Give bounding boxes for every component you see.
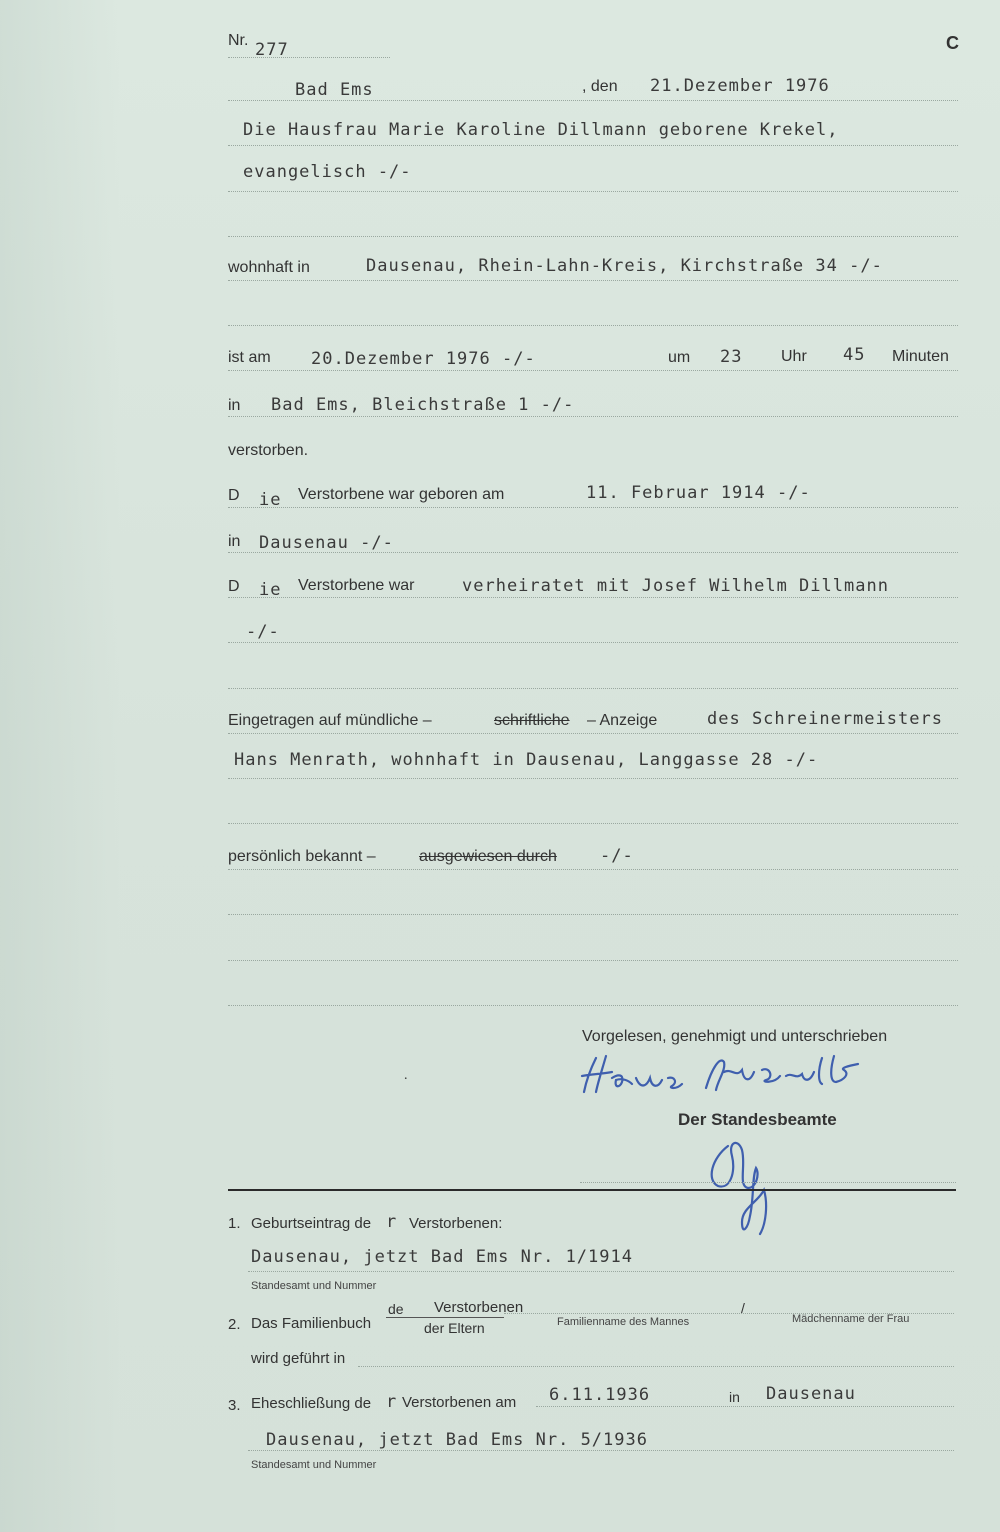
note1-value: Dausenau, jetzt Bad Ems Nr. 1/1914 — [251, 1247, 633, 1267]
nr-value: 277 — [255, 40, 289, 60]
note3-date: 6.11.1936 — [549, 1385, 651, 1405]
note3-num: 3. — [228, 1397, 241, 1414]
line-birth — [228, 507, 958, 508]
note2-over: Verstorbenen — [434, 1299, 524, 1316]
line-blank2 — [228, 325, 958, 326]
known-value: -/- — [600, 846, 634, 866]
line-person2 — [228, 191, 958, 192]
marriage-label: Verstorbene war — [298, 577, 415, 594]
birth-label: Verstorbene war geboren am — [298, 486, 505, 503]
line-marriage2 — [228, 642, 958, 643]
line-death — [228, 370, 958, 371]
note2-under: der Eltern — [424, 1320, 485, 1336]
line-informant — [228, 778, 958, 779]
marriage-cont: -/- — [246, 622, 280, 642]
death-place: Bad Ems, Bleichstraße 1 -/- — [271, 395, 575, 415]
birth-place: Dausenau -/- — [259, 533, 394, 553]
nr-label: Nr. — [228, 32, 249, 49]
line-blank4 — [228, 823, 958, 824]
place-value: Bad Ems — [295, 80, 374, 100]
line-signature — [580, 1182, 956, 1183]
note1-label2: Verstorbenen: — [409, 1215, 503, 1232]
note2-num: 2. — [228, 1316, 241, 1333]
note1-num: 1. — [228, 1215, 241, 1232]
line-note1 — [248, 1271, 954, 1272]
note2-de: de — [388, 1301, 404, 1317]
note3-in: in — [729, 1389, 740, 1405]
note3-r: r — [386, 1392, 398, 1412]
registrar-label: Der Standesbeamte — [678, 1110, 837, 1129]
date-value: 21.Dezember 1976 — [650, 76, 830, 96]
line-person1 — [228, 145, 958, 146]
paper-shadow — [0, 0, 120, 1532]
person-line2: evangelisch -/- — [243, 162, 412, 182]
line-marriage — [228, 597, 958, 598]
line-date — [228, 100, 958, 101]
birth-d-letter: D — [228, 487, 240, 504]
line-blank5 — [228, 914, 958, 915]
note2-label: Das Familienbuch — [251, 1315, 372, 1332]
note1-label: Geburtseintrag de — [251, 1215, 372, 1232]
note2-caption-woman: Mädchenname der Frau — [792, 1313, 910, 1325]
note1-caption: Standesamt und Nummer — [251, 1280, 377, 1292]
marriage-d-letter: D — [228, 578, 240, 595]
birth-date: 11. Februar 1914 -/- — [586, 483, 811, 503]
informant-line1: des Schreinermeisters — [707, 709, 943, 729]
birth-ie-suffix: ie — [259, 490, 282, 510]
known-struck: ausgewiesen durch — [419, 848, 557, 865]
dot-mark: . — [404, 1068, 408, 1083]
known-label: persönlich bekannt – — [228, 848, 376, 865]
note3-label2: Verstorbenen am — [402, 1394, 517, 1411]
um-label: um — [668, 349, 691, 366]
line-blank1 — [228, 236, 958, 237]
line-birth-place — [228, 552, 958, 553]
minuten-label: Minuten — [892, 348, 949, 365]
corner-letter: C — [946, 33, 959, 53]
section-divider — [228, 1189, 956, 1191]
line-note3b — [248, 1450, 954, 1451]
line-note3 — [536, 1406, 954, 1407]
report-label-struck: schriftliche — [494, 712, 570, 729]
report-label-prefix: Eingetragen auf mündliche – — [228, 712, 432, 729]
line-note2b — [358, 1366, 954, 1367]
nr-line — [228, 57, 390, 58]
note3-label: Eheschließung de — [251, 1395, 372, 1412]
note2-label2: wird geführt in — [251, 1350, 346, 1367]
uhr-label: Uhr — [781, 348, 807, 365]
ist-am-label: ist am — [228, 349, 271, 366]
informant-line2: Hans Menrath, wohnhaft in Dausenau, Langgasse 28 -/- — [234, 750, 819, 770]
marriage-status: verheiratet mit Josef Wilhelm Dillmann — [462, 576, 889, 596]
den-label: , den — [582, 78, 618, 95]
line-blank6 — [228, 960, 958, 961]
death-minutes: 45 — [843, 345, 866, 365]
line-death-place — [228, 416, 958, 417]
line-residence — [228, 280, 958, 281]
note3-value: Dausenau, jetzt Bad Ems Nr. 5/1936 — [266, 1430, 648, 1450]
note2-fraction-bar — [386, 1317, 504, 1318]
line-blank3 — [228, 688, 958, 689]
report-label-suffix: – Anzeige — [587, 712, 658, 729]
person-line1: Die Hausfrau Marie Karoline Dillmann geborene Krekel, — [243, 120, 839, 140]
line-report — [228, 733, 958, 734]
death-hour: 23 — [720, 347, 743, 367]
residence-value: Dausenau, Rhein-Lahn-Kreis, Kirchstraße 34 -/- — [366, 256, 883, 276]
residence-label: wohnhaft in — [228, 259, 310, 276]
note3-caption: Standesamt und Nummer — [251, 1459, 377, 1471]
note1-r: r — [386, 1212, 398, 1232]
line-known — [228, 869, 958, 870]
marriage-ie-suffix: ie — [259, 580, 282, 600]
read-approved-label: Vorgelesen, genehmigt und unterschrieben — [582, 1028, 888, 1045]
line-blank7 — [228, 1005, 958, 1006]
verstorben-label: verstorben. — [228, 442, 309, 459]
note3-place: Dausenau — [766, 1384, 856, 1404]
in-label: in — [228, 397, 241, 414]
death-date: 20.Dezember 1976 -/- — [311, 349, 536, 369]
note2-slash: / — [741, 1300, 745, 1316]
informant-signature — [578, 1048, 918, 1100]
birth-in-label: in — [228, 533, 241, 550]
registrar-signature — [698, 1128, 778, 1242]
note2-caption-man: Familienname des Mannes — [557, 1316, 690, 1328]
